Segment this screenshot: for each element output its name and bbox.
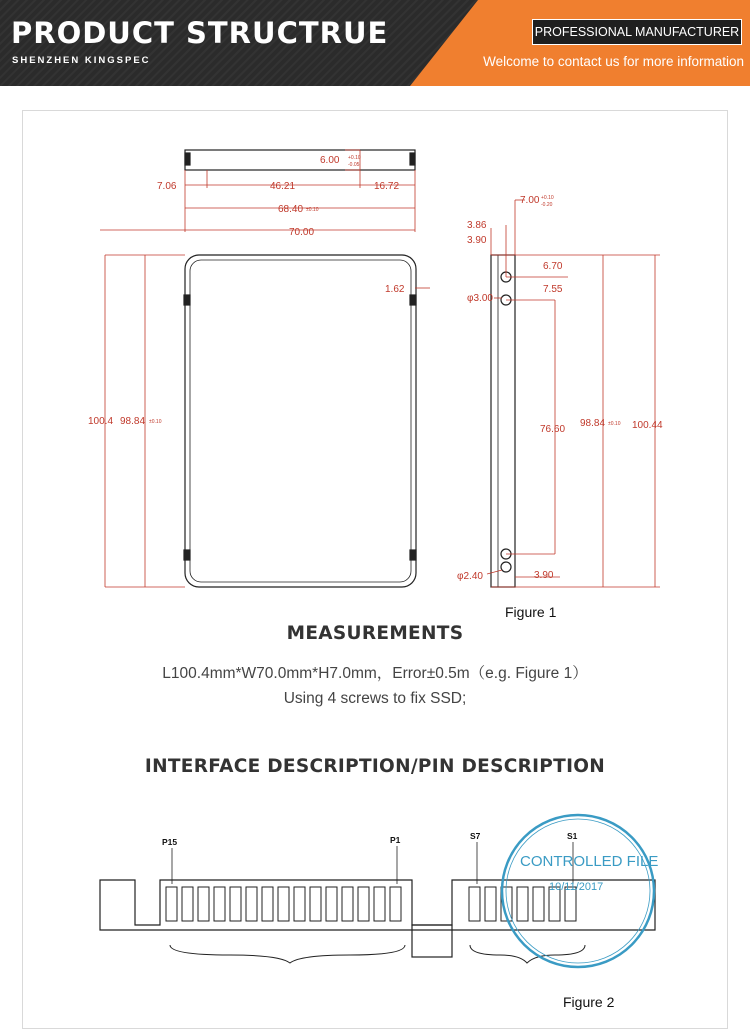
pin-slot bbox=[310, 887, 321, 921]
pin-slot bbox=[294, 887, 305, 921]
dim-label: 6.00 bbox=[320, 155, 340, 166]
dim-label: 76.60 bbox=[540, 424, 566, 435]
dim-tolerance: +0.10 bbox=[541, 195, 554, 201]
dim-label: 7.55 bbox=[543, 284, 563, 295]
measurements-heading: MEASUREMENTS bbox=[286, 623, 464, 644]
dim-tolerance: -0.20 bbox=[541, 202, 553, 208]
pin-slot bbox=[166, 887, 177, 921]
page-title: PRODUCT STRUCTRUE bbox=[11, 16, 389, 50]
dim-tolerance: ±0.10 bbox=[149, 419, 162, 425]
interface-heading: INTERFACE DESCRIPTION/PIN DESCRIPTION bbox=[144, 756, 606, 777]
dim-label: 7.06 bbox=[157, 181, 177, 192]
pin-slot bbox=[198, 887, 209, 921]
pin-label-p1: P1 bbox=[390, 835, 401, 845]
dim-tolerance: ±0.10 bbox=[306, 207, 319, 213]
pin-slot bbox=[374, 887, 385, 921]
company-name: SHENZHEN KINGSPEC bbox=[12, 55, 151, 66]
dim-tolerance: ±0.10 bbox=[608, 421, 621, 427]
manufacturer-badge: PROFESSIONAL MANUFACTURER bbox=[532, 19, 742, 45]
dim-tolerance: -0.05 bbox=[348, 162, 360, 168]
dim-label: φ3.00 bbox=[467, 293, 493, 304]
measurements-line-1: L100.4mm*W70.0mm*H7.0mm，Error±0.5m（e.g. Figure 1） bbox=[162, 665, 588, 682]
contact-link[interactable]: Welcome to contact us for more information bbox=[483, 54, 744, 69]
dim-label: 3.90 bbox=[467, 235, 487, 246]
dim-label: 3.90 bbox=[534, 570, 554, 581]
pin-slot bbox=[342, 887, 353, 921]
pin-label-s7: S7 bbox=[470, 831, 481, 841]
dim-label: 6.70 bbox=[543, 261, 563, 272]
figure-2-label: Figure 2 bbox=[563, 994, 615, 1010]
dim-label: 100.44 bbox=[632, 420, 663, 431]
pin-label-p15: P15 bbox=[162, 837, 178, 847]
pin-label-s1: S1 bbox=[567, 831, 578, 841]
dim-label: 7.00 bbox=[520, 195, 540, 206]
dim-label: 98.84 bbox=[120, 416, 146, 427]
dim-label: φ2.40 bbox=[457, 571, 483, 582]
dim-label: 68.40 bbox=[278, 204, 304, 215]
pin-slot bbox=[326, 887, 337, 921]
pin-slot bbox=[214, 887, 225, 921]
stamp-text: CONTROLLED FILE bbox=[520, 853, 659, 870]
pin-slot bbox=[246, 887, 257, 921]
pin-slot bbox=[262, 887, 273, 921]
dim-label: 3.86 bbox=[467, 220, 487, 231]
data-pins-brace bbox=[170, 945, 405, 963]
pin-slot bbox=[230, 887, 241, 921]
controlled-file-stamp bbox=[502, 815, 658, 967]
dim-label: 70.00 bbox=[289, 227, 315, 238]
pin-slot bbox=[533, 887, 544, 921]
pin-slot bbox=[485, 887, 496, 921]
dim-label: 98.84 bbox=[580, 418, 606, 429]
pin-group bbox=[166, 887, 576, 921]
pin-slot bbox=[390, 887, 401, 921]
pin-slot bbox=[469, 887, 480, 921]
dim-label: 1.62 bbox=[385, 284, 405, 295]
stamp-date: 10/11/2017 bbox=[549, 881, 604, 893]
pin-slot bbox=[517, 887, 528, 921]
dim-label: 16.72 bbox=[374, 181, 400, 192]
pin-slot bbox=[358, 887, 369, 921]
pin-slot bbox=[278, 887, 289, 921]
dim-label: 100.4 bbox=[88, 416, 114, 427]
figure-1-label: Figure 1 bbox=[505, 604, 557, 620]
pin-slot bbox=[182, 887, 193, 921]
dim-tolerance: +0.10 bbox=[348, 155, 361, 161]
measurements-line-2: Using 4 screws to fix SSD; bbox=[283, 690, 467, 707]
dim-label: 46.21 bbox=[270, 181, 296, 192]
